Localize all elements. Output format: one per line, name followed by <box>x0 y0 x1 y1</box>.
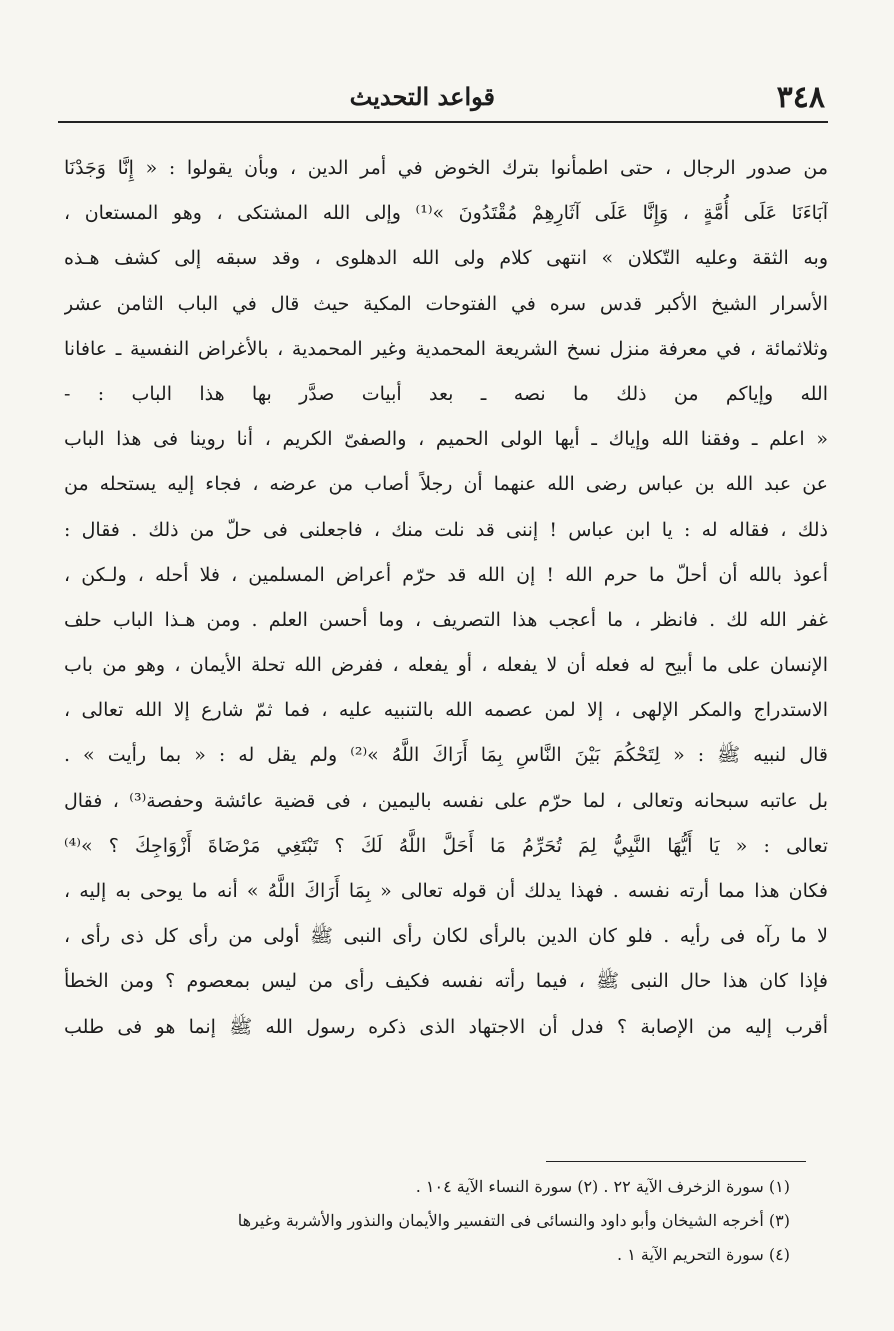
text-line: بل عاتبه سبحانه وتعالى ، لما حرّم على نفسه باليمين ، فى قضية عائشة وحفصة⁽³⁾ ، فقال <box>64 789 828 812</box>
text-line: الله وإياكم من ذلك ما نصه ـ بعد أبيات صدَّر بها هذا الباب : - <box>64 382 828 405</box>
text-line: « اعلم ـ وفقنا الله وإياك ـ أيها الولى الحميم ، والصفىّ الكريم ، أنا روينا فى هذا الباب <box>64 428 828 451</box>
footnote: (١) سورة الزخرف الآية ٢٢ . (٢) سورة النساء الآية ١٠٤ . <box>415 1177 790 1196</box>
text-line: قال لنبيه ﷺ : « لِتَحْكُمَ بَيْنَ النَّاسِ بِمَا أَرَاكَ اللَّهُ »⁽²⁾ ولم يقل له : « بما رأيت » . <box>64 744 828 767</box>
text-line: الإنسان على ما أبيح له فعله أن لا يفعله ، أو يفعله ، ففرض الله تحلة الأيمان ، وهو من باب <box>64 654 828 677</box>
text-line: الاستدراج والمكر الإلهى ، إلا لمن عصمه الله بالتنبيه عليه ، فما ثمّ شارع إلا الله تعالى ، <box>64 699 828 722</box>
text-line: أقرب إليه من الإصابة ؟ فدل أن الاجتهاد الذى ذكره رسول الله ﷺ إنما هو فى طلب <box>64 1015 828 1038</box>
body-text <box>64 146 828 1050</box>
text-line: من صدور الرجال ، حتى اطمأنوا بترك الخوض في أمر الدين ، وبأن يقولوا : « إِنَّا وَجَدْنَا <box>64 157 828 179</box>
text-line: لا ما رآه فى رأيه . فلو كان الدين بالرأى لكان رأى النبى ﷺ أولى من رأى كل ذى رأى ، <box>64 925 828 948</box>
text-line: آبَاءَنَا عَلَى أُمَّةٍ ، وَإِنَّا عَلَى آثَارِهِمْ مُقْتَدُونَ »⁽¹⁾ وإلى الله المشتكى ، وهو المستعان ، <box>64 202 828 225</box>
footnote: (٤) سورة التحريم الآية ١ . <box>617 1245 790 1264</box>
text-line: تعالى : « يَا أَيُّهَا النَّبِيُّ لِمَ تُحَرِّمُ مَا أَحَلَّ اللَّهُ لَكَ ؟ تَبْتَغِي مَرْضَاةَ أَزْوَاجِكَ ؟ »⁽⁴⁾ <box>64 834 828 857</box>
running-title: قواعد التحديث <box>349 82 495 111</box>
text-line: وثلاثمائة ، في معرفة منزل نسخ الشريعة المحمدية وغير المحمدية ، بالأغراض النفسية ـ عافانا <box>64 337 828 360</box>
page-header <box>60 80 825 120</box>
footnote-rule <box>546 1161 806 1162</box>
header-rule <box>58 121 828 123</box>
footnote: (٣) أخرجه الشيخان وأبو داود والنسائى فى التفسير والأيمان والنذور والأشربة وغيرها <box>237 1211 790 1230</box>
text-line: الأسرار الشيخ الأكبر قدس سره في الفتوحات المكية حيث قال في الباب الثامن عشر <box>64 292 828 315</box>
text-line: عن عبد الله بن عباس رضى الله عنهما أن رجلاً أصاب من عرضه ، فجاء إليه يستحله من <box>64 473 828 496</box>
text-line: أعوذ بالله أن أحلّ ما حرم الله ! إن الله قد حرّم أعراض المسلمين ، فلا أحله ، ولـكن ، <box>64 563 828 586</box>
text-line: فإذا كان هذا حال النبى ﷺ ، فيما رأته نفسه فكيف رأى من ليس بمعصوم ؟ ومن الخطأ <box>64 970 828 993</box>
footnotes <box>200 1170 790 1272</box>
text-line: وبه الثقة وعليه التّكلان » انتهى كلام ولى الله الدهلوى ، وقد سبقه إلى كشف هـذه <box>64 247 828 270</box>
page-number: ٣٤٨ <box>776 80 825 115</box>
text-line: فكان هذا مما أرته نفسه . فهذا يدلك أن قوله تعالى « بِمَا أَرَاكَ اللَّهُ » أنه ما يوحى به إليه ، <box>64 880 828 902</box>
text-line: ذلك ، فقاله له : يا ابن عباس ! إننى قد نلت منك ، فاجعلنى فى حلّ من ذلك . فقال : <box>64 518 828 541</box>
text-line: غفر الله لك . فانظر ، ما أعجب هذا التصريف ، وما أحسن العلم . ومن هـذا الباب حلف <box>64 608 828 631</box>
